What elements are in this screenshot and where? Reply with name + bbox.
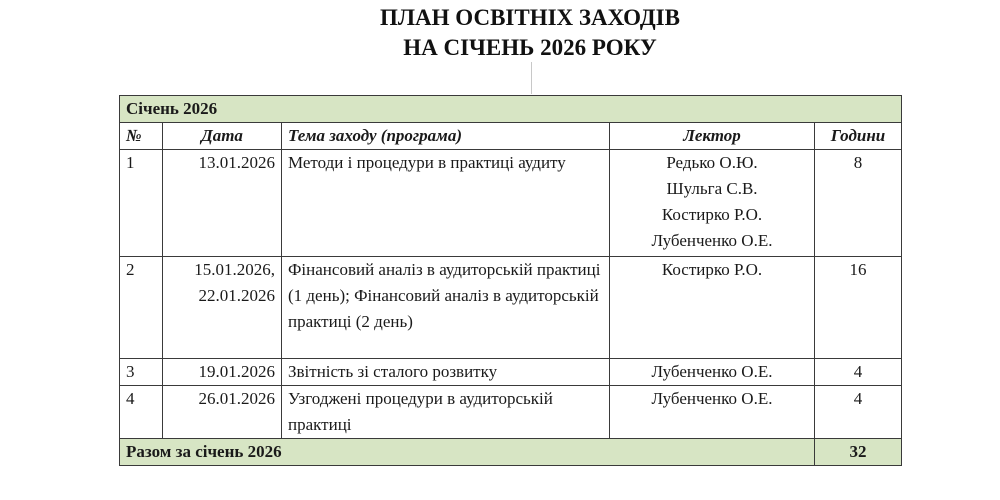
vertical-divider bbox=[531, 62, 532, 94]
column-header-date: Дата bbox=[163, 123, 282, 150]
row-topic: Узгоджені процедури в аудиторській практиці bbox=[282, 386, 610, 439]
row-topic: Звітність зі сталого розвитку bbox=[282, 359, 610, 386]
row-hours: 8 bbox=[815, 150, 902, 257]
row-topic: Методи і процедури в практиці аудиту bbox=[282, 150, 610, 257]
row-hours: 16 bbox=[815, 257, 902, 359]
education-plan-table bbox=[119, 95, 902, 466]
row-number: 1 bbox=[120, 150, 163, 257]
total-hours: 32 bbox=[815, 439, 902, 466]
row-hours: 4 bbox=[815, 359, 902, 386]
lecturer-name: Костирко Р.О. bbox=[661, 205, 763, 224]
column-header-row bbox=[120, 123, 902, 150]
row-number: 3 bbox=[120, 359, 163, 386]
row-number: 2 bbox=[120, 257, 163, 359]
table-row bbox=[120, 150, 902, 257]
table-row bbox=[120, 386, 902, 439]
row-number: 4 bbox=[120, 386, 163, 439]
lecturer-name: Лубенченко О.Е. bbox=[651, 231, 773, 250]
row-hours: 4 bbox=[815, 386, 902, 439]
row-lecturers bbox=[610, 257, 815, 359]
lecturer-name: Костирко Р.О. bbox=[661, 260, 763, 279]
lecturer-name: Лубенченко О.Е. bbox=[651, 389, 773, 408]
total-label: Разом за січень 2026 bbox=[120, 439, 815, 466]
column-header-lecturer: Лектор bbox=[610, 123, 815, 150]
lecturer-name: Шульга С.В. bbox=[666, 179, 758, 198]
row-lecturers bbox=[610, 386, 815, 439]
column-header-topic: Тема заходу (програма) bbox=[282, 123, 610, 150]
lecturer-name: Лубенченко О.Е. bbox=[651, 362, 773, 381]
table-row bbox=[120, 359, 902, 386]
row-lecturers bbox=[610, 150, 815, 257]
month-label: Січень 2026 bbox=[120, 96, 902, 123]
row-date: 13.01.2026 bbox=[163, 150, 282, 257]
row-date: 19.01.2026 bbox=[163, 359, 282, 386]
lecturer-name: Редько О.Ю. bbox=[666, 153, 758, 172]
document-title-line1: ПЛАН ОСВІТНІХ ЗАХОДІВ bbox=[380, 5, 680, 30]
table-row bbox=[120, 257, 902, 359]
document-title-line2: НА СІЧЕНЬ 2026 РОКУ bbox=[403, 35, 657, 60]
column-header-hours: Години bbox=[815, 123, 902, 150]
column-header-number: № bbox=[120, 123, 163, 150]
row-date: 26.01.2026 bbox=[163, 386, 282, 439]
month-header-row bbox=[120, 96, 902, 123]
row-lecturers bbox=[610, 359, 815, 386]
total-row bbox=[120, 439, 902, 466]
row-date: 15.01.2026, 22.01.2026 bbox=[163, 257, 282, 359]
row-topic: Фінансовий аналіз в аудиторській практиці (1 день); Фінансовий аналіз в аудиторській практиці (2 день) bbox=[282, 257, 610, 359]
